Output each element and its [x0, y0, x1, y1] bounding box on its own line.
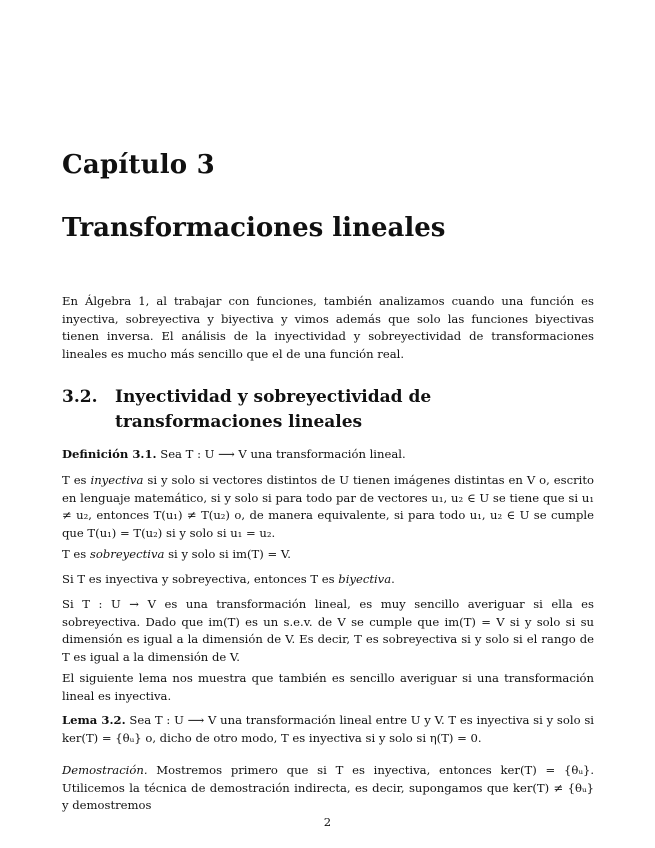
chapter-title: Transformaciones lineales	[62, 213, 446, 243]
definition-label: Definición 3.1.	[62, 447, 157, 461]
lemma-text: Sea T : U ⟶ V una transformación lineal entre U y V. T es inyectiva si y solo si ker(T) = {θᵤ} o, dicho de otro modo, T es inyectiva si y solo si η(T) = 0.	[62, 713, 594, 745]
definition-paragraph	[62, 446, 594, 464]
proof-text: Mostremos primero que si T es inyectiva, entonces ker(T) = {θᵤ}. Utilicemos la técnica de demostración indirecta, es decir, supongamos que ker(T) ≠ {θᵤ} y demostremos	[62, 763, 594, 812]
bijective-pre: Si T es inyectiva y sobreyectiva, entonces T es	[62, 572, 339, 586]
lemma-intro-paragraph: El siguiente lema nos muestra que también es sencillo averiguar si una transformación lineal es inyectiva.	[62, 671, 594, 703]
chapter-label: Capítulo 3	[62, 150, 215, 180]
surjectivity-paragraph: Si T : U → V es una transformación lineal, es muy sencillo averiguar si ella es sobreyectiva. Dado que im(T) es un s.e.v. de V se cumple que im(T) = V si y solo si su dimensión es igual a la dimensión de V. Es decir, T es sobreyectiva si y solo si el rango de T es igual a la dimensión de V.	[62, 597, 594, 664]
definition-text: Sea T : U ⟶ V una transformación lineal.	[160, 447, 406, 461]
section-title: Inyectividad y sobreyectividad de transformaciones lineales	[115, 387, 432, 432]
injective-term: inyectiva	[90, 473, 144, 487]
injective-paragraph	[62, 472, 594, 542]
surjective-pre: T es	[62, 547, 90, 561]
intro-paragraph: En Álgebra 1, al trabajar con funciones, también analizamos cuando una función es inyectiva, sobreyectiva y biyectiva y vimos además que solo las funciones biyectivas tienen inversa. El análisis de la inyectividad y sobreyectividad de transformaciones lineales es mucho más sencillo que el de una función real.	[62, 294, 594, 361]
surjective-term: sobreyectiva	[89, 547, 165, 561]
proof-paragraph	[62, 762, 594, 815]
page-number: 2	[323, 815, 332, 829]
surjective-paragraph	[62, 546, 594, 564]
bijective-paragraph	[62, 571, 594, 589]
bijective-term: biyectiva	[338, 572, 392, 586]
bijective-post: .	[391, 572, 395, 586]
proof-label: Demostración.	[62, 763, 148, 777]
lemma-label: Lema 3.2.	[62, 713, 126, 727]
lemma-paragraph	[62, 712, 594, 747]
injective-pre: T es	[62, 473, 91, 487]
surjective-post: si y solo si im(T) = V.	[164, 547, 291, 561]
injective-post: si y solo si vectores distintos de U tienen imágenes distintas en V o, escrito en lenguaje matemático, si y solo si para todo par de vectores u₁, u₂ ∈ U se tiene que si u₁ ≠ u₂, entonces T(u₁) ≠ T(u₂) o, de manera equivalente, si para todo u₁, u₂ ∈ U se cumple que T(u₁) = T(u₂) si y solo si u₁ = u₂.	[62, 473, 595, 540]
section-number: 3.2.	[62, 387, 98, 407]
